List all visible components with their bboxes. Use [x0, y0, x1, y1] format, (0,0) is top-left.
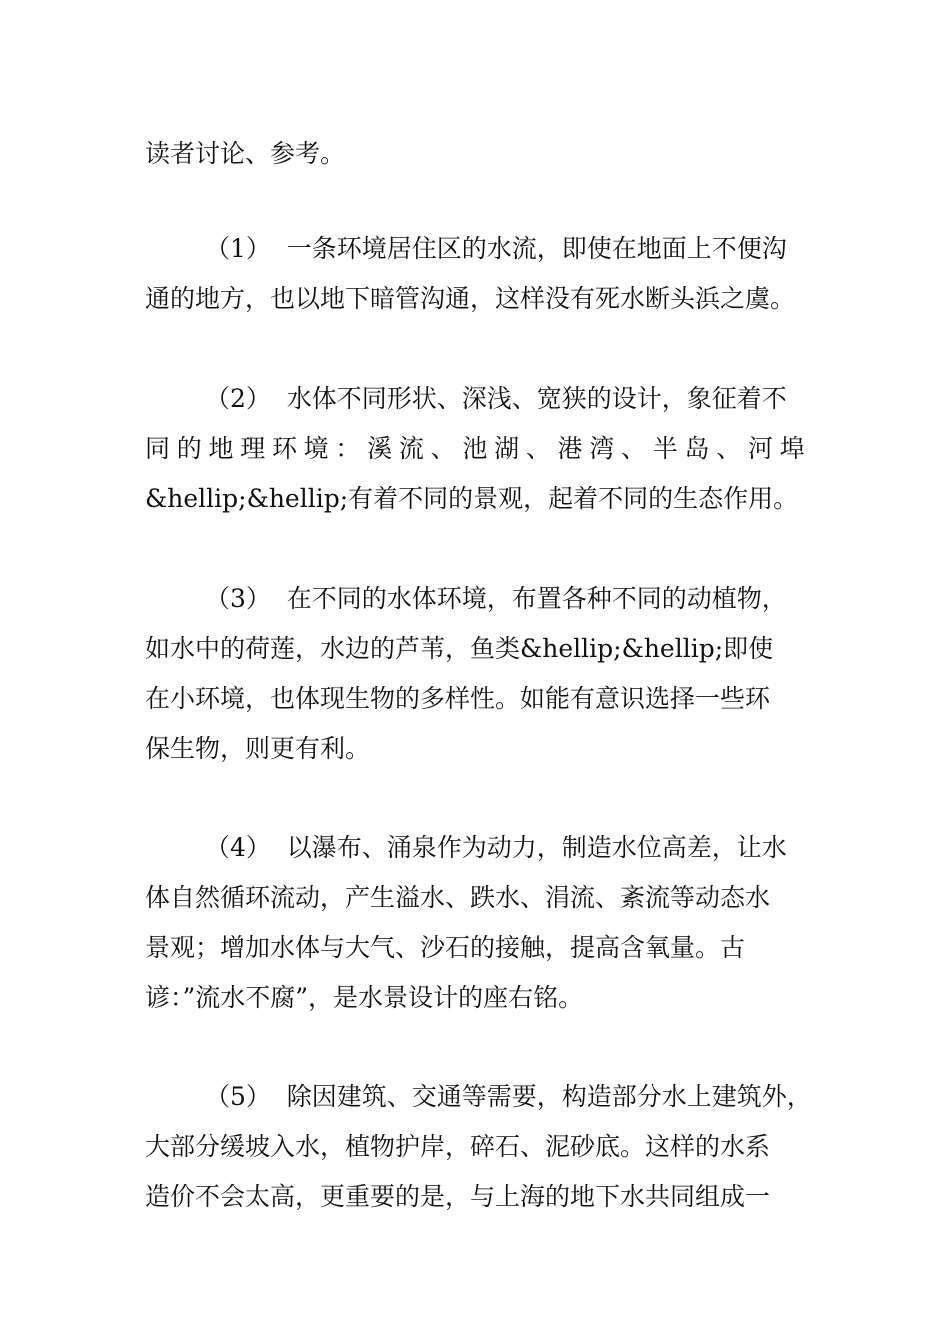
justified-char: 、: [716, 434, 742, 463]
paragraph-line: （2） 水体不同形状、深浅、宽狭的设计，象征着不: [205, 384, 787, 413]
paragraph-line: 大部分缓坡入水，植物护岸，碎石、泥砂底。这样的水系: [145, 1132, 771, 1161]
paragraph-line: &hellip;&hellip;有着不同的景观，起着不同的生态作用。: [145, 484, 799, 513]
justified-char: 岛: [684, 434, 710, 463]
paragraph-line: 保生物，则更有利。: [145, 734, 371, 763]
justified-char: 埠: [779, 434, 805, 463]
paragraph-line: 在小环境，也体现生物的多样性。如能有意识选择一些环: [145, 684, 771, 713]
paragraph-line: （1） 一条环境居住区的水流，即使在地面上不便沟: [205, 234, 787, 263]
paragraph-line: 通的地方，也以地下暗管沟通，这样没有死水断头浜之虞。: [145, 284, 796, 313]
justified-char: 地: [208, 434, 234, 463]
justified-char: 半: [652, 434, 678, 463]
paragraph-line: （5） 除因建筑、交通等需要，构造部分水上建筑外，: [205, 1082, 812, 1111]
paragraph-line: （4） 以瀑布、涌泉作为动力，制造水位高差，让水: [205, 833, 787, 862]
justified-char: 境: [303, 434, 329, 463]
justified-char: 环: [271, 434, 297, 463]
paragraph-line: 造价不会太高，更重要的是，与上海的地下水共同组成一: [145, 1182, 771, 1211]
paragraph-line-justified: [145, 433, 805, 465]
paragraph-line: 如水中的荷莲，水边的芦苇，鱼类&hellip;&hellip;即使: [145, 634, 774, 663]
justified-char: 湖: [494, 434, 520, 463]
justified-char: 、: [430, 434, 456, 463]
justified-char: 、: [525, 434, 551, 463]
justified-char: 、: [621, 434, 647, 463]
justified-char: ：: [335, 434, 361, 463]
paragraph-line: （3） 在不同的水体环境，布置各种不同的动植物，: [205, 584, 787, 613]
justified-char: 河: [747, 434, 773, 463]
justified-char: 湾: [589, 434, 615, 463]
justified-char: 同: [145, 434, 171, 463]
justified-char: 港: [557, 434, 583, 463]
justified-char: 流: [398, 434, 424, 463]
paragraph-line: 读者讨论、参考。: [145, 139, 346, 168]
justified-char: 的: [176, 434, 202, 463]
paragraph-line: 谚：”流水不腐”，是水景设计的座右铭。: [145, 983, 584, 1012]
justified-char: 溪: [367, 434, 393, 463]
justified-char: 池: [462, 434, 488, 463]
paragraph-line: 体自然循环流动，产生溢水、跌水、涓流、紊流等动态水: [145, 883, 771, 912]
paragraph-line: 景观；增加水体与大气、沙石的接触，提高含氧量。古: [145, 933, 746, 962]
justified-char: 理: [240, 434, 266, 463]
